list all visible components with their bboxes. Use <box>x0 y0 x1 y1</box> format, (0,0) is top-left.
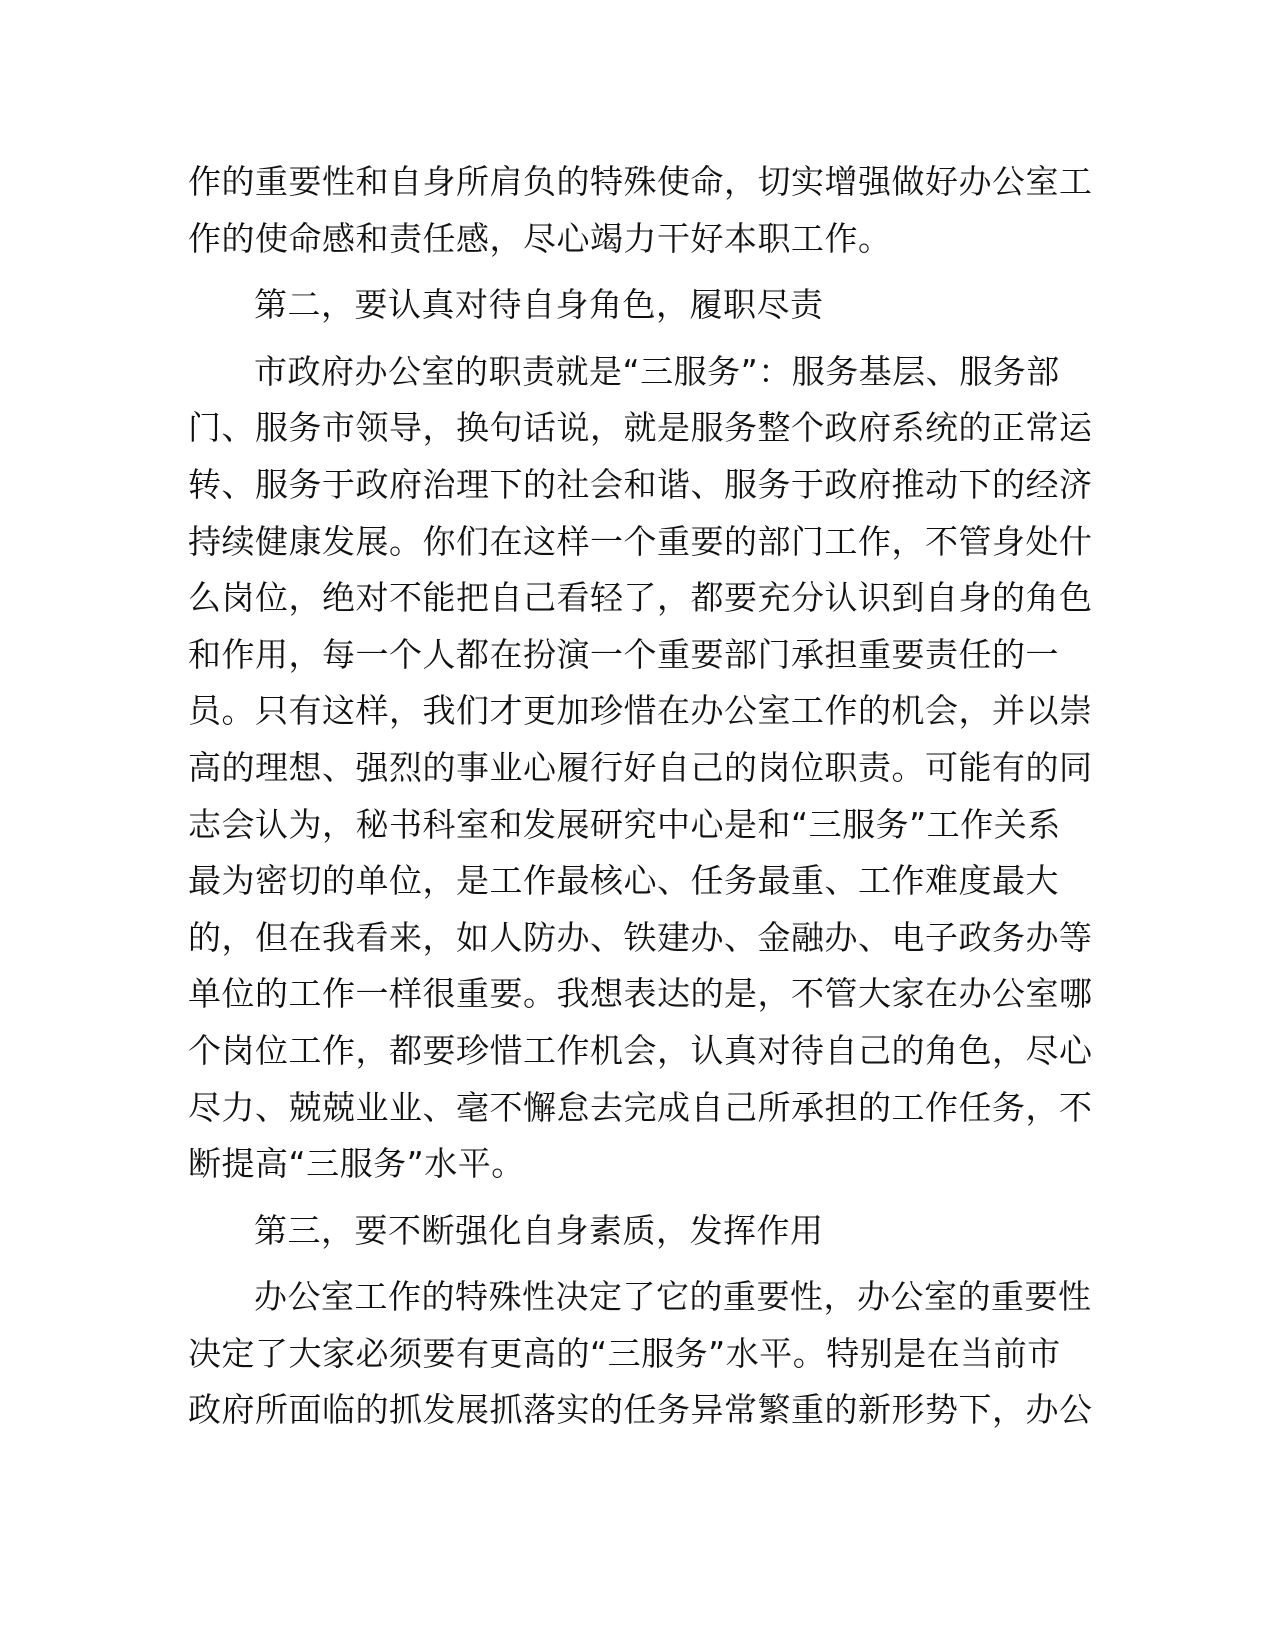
body-line: 么岗位，绝对不能把自己看轻了，都要充分认识到自身的角色 <box>188 578 1093 618</box>
body-line: 高的理想、强烈的事业心履行好自己的岗位职责。可能有的同 <box>188 747 1093 787</box>
body-line: 最为密切的单位，是工作最核心、任务最重、工作难度最大 <box>188 861 1059 901</box>
body-line: 持续健康发展。你们在这样一个重要的部门工作，不管身处什 <box>188 521 1093 561</box>
body-line: 断提高“三服务”水平。 <box>188 1144 525 1184</box>
body-line: 作的重要性和自身所肩负的特殊使命，切实增强做好办公室工 <box>188 162 1093 201</box>
body-line: 员。只有这样，我们才更加珍惜在办公室工作的机会，并以崇 <box>188 691 1093 731</box>
body-line: 单位的工作一样很重要。我想表达的是，不管大家在办公室哪 <box>188 974 1093 1014</box>
body-line: 转、服务于政府治理下的社会和谐、服务于政府推动下的经济 <box>188 464 1093 504</box>
body-line: 决定了大家必须要有更高的“三服务”水平。特别是在当前市 <box>188 1333 1061 1373</box>
section-heading-3: 第三，要不断强化自身素质，发挥作用 <box>254 1210 824 1250</box>
document-body <box>188 154 1092 1439</box>
body-line: 尽力、兢兢业业、毫不懈怠去完成自己所承担的工作任务，不 <box>188 1087 1093 1127</box>
body-line: 的，但在我看来，如人防办、铁建办、金融办、电子政务办等 <box>188 917 1093 957</box>
body-line: 门、服务市领导，换句话说，就是服务整个政府系统的正常运 <box>188 408 1093 448</box>
body-line: 政府所面临的抓发展抓落实的任务异常繁重的新形势下，办公 <box>188 1390 1093 1430</box>
section-heading-2: 第二，要认真对待自身角色，履职尽责 <box>254 285 824 325</box>
body-line: 和作用，每一个人都在扮演一个重要部门承担重要责任的一 <box>188 634 1059 674</box>
body-line: 市政府办公室的职责就是“三服务”：服务基层、服务部 <box>254 351 1060 391</box>
body-line: 办公室工作的特殊性决定了它的重要性，办公室的重要性 <box>254 1277 1092 1317</box>
body-line: 作的使命感和责任感，尽心竭力干好本职工作。 <box>188 218 892 258</box>
body-line: 个岗位工作，都要珍惜工作机会，认真对待自己的角色，尽心 <box>188 1030 1093 1070</box>
body-line: 志会认为，秘书科室和发展研究中心是和“三服务”工作关系 <box>188 804 1061 844</box>
